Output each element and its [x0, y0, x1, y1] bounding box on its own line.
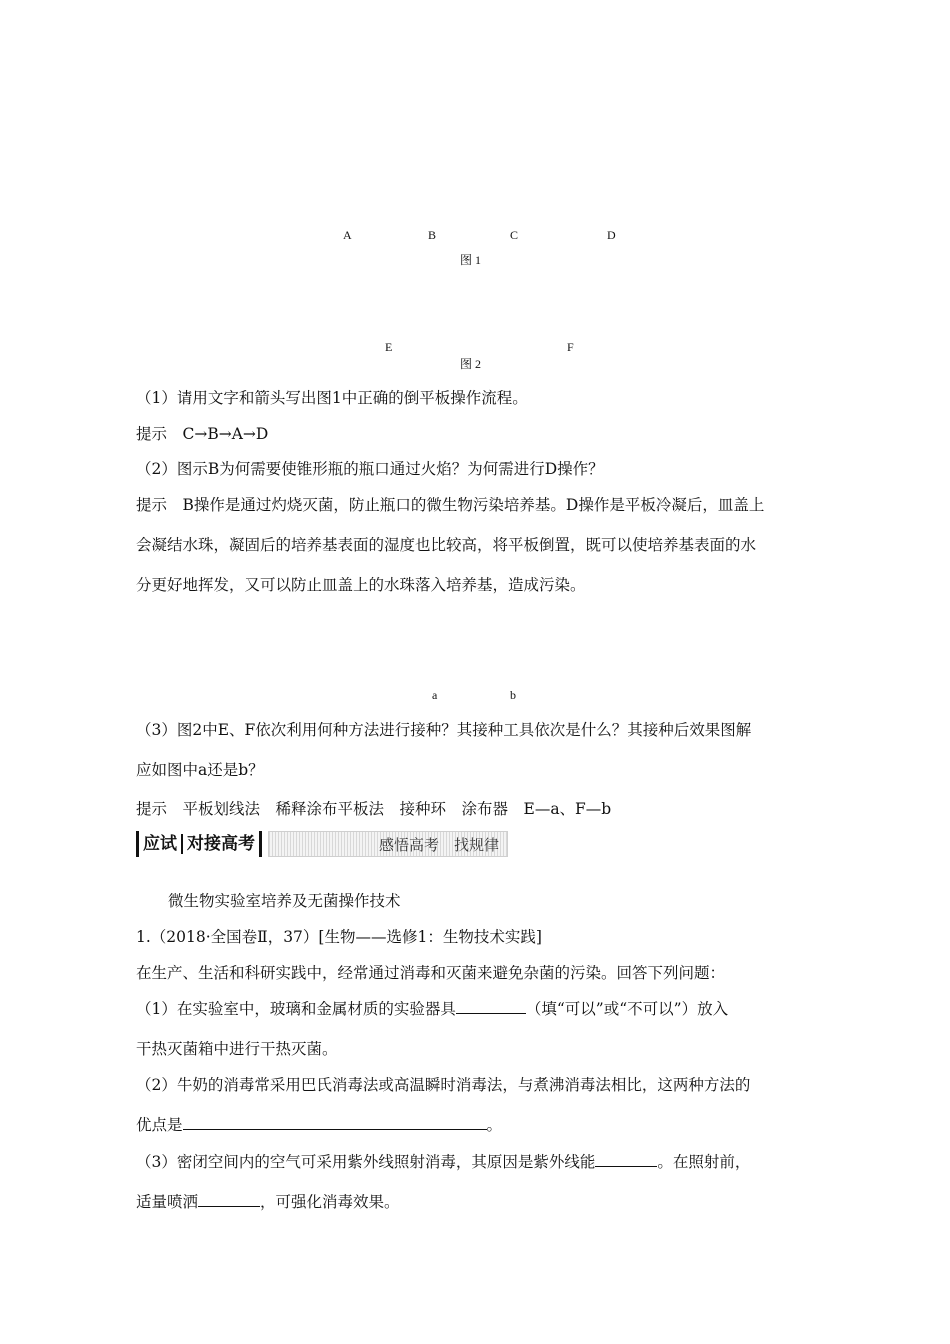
panel-a-drawing [316, 142, 386, 216]
q1-question: （1）请用文字和箭头写出图1中正确的倒平板操作流程。 [136, 389, 528, 407]
figure-3-label-b: b [510, 688, 516, 702]
q2-hint-line1: 提示 B操作是通过灼烧灭菌，防止瓶口的微生物污染培养基。D操作是平板冷凝后，皿盖上 [136, 496, 765, 514]
banner-title [136, 831, 262, 857]
figure-2-label-f: F [567, 340, 574, 354]
figure-2-caption: 图 2 [460, 357, 482, 371]
exam-p1-text-a: （1）在实验室中，玻璃和金属材质的实验器具 [136, 1000, 456, 1018]
figure-1-label-a: A [343, 228, 352, 242]
exam-header: 1.（2018·全国卷Ⅱ，37）[生物——选修1：生物技术实践] [136, 928, 542, 946]
banner-title-part2: 对接高考 [187, 834, 255, 854]
answer-blank-1[interactable] [456, 999, 526, 1014]
answer-blank-2[interactable] [183, 1115, 487, 1130]
dish-b-drawing [481, 616, 547, 682]
banner-right-text: 感悟高考 找规律 [378, 836, 499, 854]
q3-hint: 提示 平板划线法 稀释涂布平板法 接种环 涂布器 E—a、F—b [136, 800, 612, 818]
figure-1-label-b: B [428, 228, 437, 242]
figure-1-label-d: D [607, 228, 616, 242]
panel-d-drawing [572, 194, 658, 209]
banner-band [268, 831, 508, 857]
panel-f-drawing [504, 264, 650, 327]
exam-p2-text-c: 。 [486, 1116, 503, 1134]
panel-c-drawing [486, 132, 550, 212]
exam-p2-line1: （2）牛奶的消毒常采用巴氏消毒法或高温瞬时消毒法，与煮沸消毒法相比，这两种方法的 [136, 1076, 751, 1094]
exam-p1-line1 [136, 997, 728, 1019]
exam-p2-text-b: 优点是 [136, 1116, 183, 1134]
exam-intro: 在生产、生活和科研实践中，经常通过消毒和灭菌来避免杂菌的污染。回答下列问题： [136, 964, 726, 982]
answer-blank-4[interactable] [198, 1192, 260, 1207]
figure-3-label-a: a [432, 688, 438, 702]
exam-p3-text-a: （3）密闭空间内的空气可采用紫外线照射消毒，其原因是紫外线能 [136, 1153, 596, 1171]
exam-p3-text-b: 。在照射前， [657, 1153, 751, 1171]
banner-title-part1: 应试 [143, 834, 177, 854]
answer-blank-3[interactable] [595, 1152, 657, 1167]
exam-p3-line2 [136, 1190, 400, 1212]
q2-hint-line2: 会凝结水珠，凝固后的培养基表面的湿度也比较高，将平板倒置，既可以使培养基表面的水 [136, 536, 757, 554]
figure-2-label-e: E [385, 340, 393, 354]
q2-question: （2）图示B为何需要使锥形瓶的瓶口通过火焰？为何需进行D操作？ [136, 460, 604, 478]
exam-p1-text-b: （填“可以”或“不可以”）放入 [525, 1000, 729, 1018]
exam-p2-line2 [136, 1113, 502, 1135]
exam-p1-line2: 干热灭菌箱中进行干热灭菌。 [136, 1040, 338, 1058]
q2-hint-line3: 分更好地挥发，又可以防止皿盖上的水珠落入培养基，造成污染。 [136, 576, 586, 594]
banner-separator [181, 834, 183, 854]
q1-hint: 提示 C→B→A→D [136, 425, 269, 443]
section-banner [136, 830, 508, 858]
panel-e-dish [412, 296, 472, 336]
panel-b-drawing [396, 156, 466, 212]
q3-question-line1: （3）图2中E、F依次利用何种方法进行接种？其接种工具依次是什么？其接种后效果图解 [136, 721, 752, 739]
section-title: 微生物实验室培养及无菌操作技术 [168, 892, 401, 910]
exam-p3-line1 [136, 1150, 750, 1172]
panel-e-drawing [311, 274, 392, 331]
exam-p3-text-c: 适量喷洒 [136, 1193, 199, 1211]
figure-1-caption: 图 1 [460, 253, 482, 267]
q3-question-line2: 应如图中a还是b？ [136, 761, 264, 779]
figure-1-label-c: C [510, 228, 519, 242]
exam-p3-text-d: ，可强化消毒效果。 [260, 1193, 400, 1211]
dish-a-drawing [403, 616, 469, 682]
